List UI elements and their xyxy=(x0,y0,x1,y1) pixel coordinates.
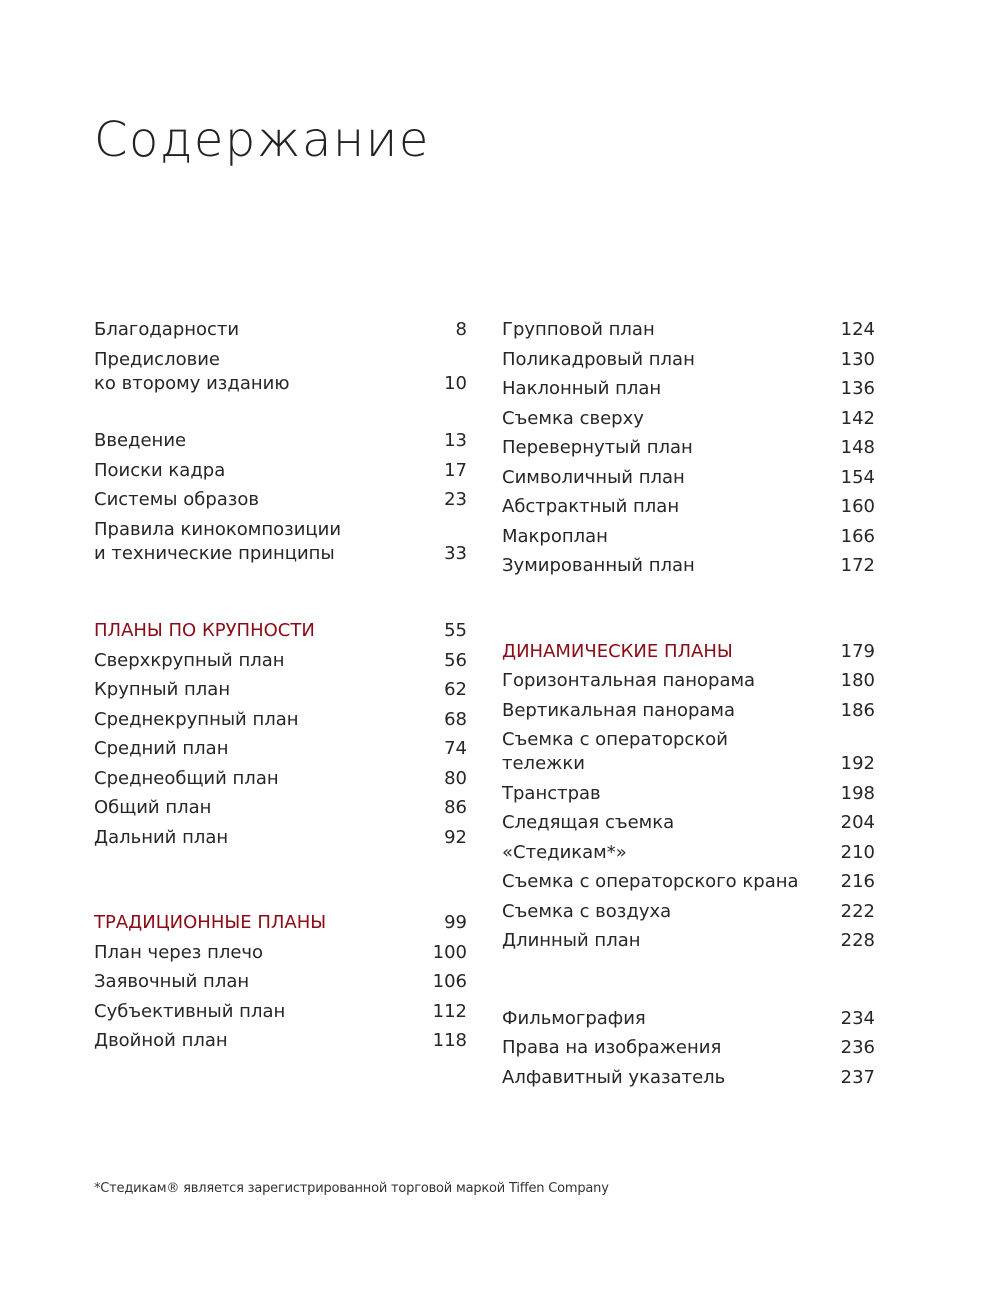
toc-entry-label: Общий план xyxy=(94,797,212,818)
toc-entry[interactable] xyxy=(502,782,875,806)
toc-entry-label: Макроплан xyxy=(502,525,608,547)
toc-entry[interactable] xyxy=(502,525,875,549)
toc-entry[interactable] xyxy=(502,669,875,693)
toc-entry-label: Крупный план xyxy=(94,679,231,700)
toc-entry[interactable] xyxy=(502,495,875,519)
toc-entry[interactable] xyxy=(502,318,875,342)
toc-entry-page: 186 xyxy=(840,699,875,721)
toc-entry-label: Благодарности xyxy=(94,319,240,340)
toc-entry[interactable] xyxy=(502,1007,875,1031)
toc-entry-page: 210 xyxy=(840,841,875,863)
toc-entry-page: 13 xyxy=(444,430,467,451)
toc-entry-label: Съемка с операторского крана xyxy=(502,871,799,892)
toc-entry-page: 124 xyxy=(840,319,875,340)
toc-entry-label: Права на изображения xyxy=(502,1037,722,1058)
toc-entry-label: Двойной план xyxy=(94,1030,228,1051)
toc-entry-label: Сверхкрупный план xyxy=(94,649,285,671)
toc-entry-page: 228 xyxy=(840,930,875,951)
toc-entry-page: 172 xyxy=(840,555,875,576)
toc-entry-label: Групповой план xyxy=(502,319,655,340)
toc-entry[interactable] xyxy=(94,678,467,702)
toc-entry-page: 192 xyxy=(840,753,875,774)
toc-entry[interactable] xyxy=(94,429,467,453)
toc-entry-label: План через плечо xyxy=(94,941,264,963)
toc-entry[interactable] xyxy=(502,699,875,723)
toc-entry-page: 180 xyxy=(840,670,875,691)
toc-entry-page: 100 xyxy=(432,941,467,963)
toc-entry-label: Наклонный план xyxy=(502,378,662,399)
toc-entry[interactable] xyxy=(94,826,467,850)
toc-entry-page: 222 xyxy=(840,900,875,922)
toc-section-heading[interactable] xyxy=(94,911,467,935)
toc-entry[interactable] xyxy=(502,870,875,894)
toc-entry-page: 130 xyxy=(840,348,875,370)
toc-entry-page: 33 xyxy=(444,542,467,564)
toc-entry-label: Транстрав xyxy=(502,782,601,804)
toc-entry-label: Введение xyxy=(94,430,187,451)
toc-section-heading[interactable] xyxy=(94,619,467,643)
toc-entry-page: 80 xyxy=(444,767,467,789)
toc-entry-label: Поликадровый план xyxy=(502,348,695,370)
toc-entry-page: 8 xyxy=(455,319,467,340)
toc-entry-label: Перевернутый план xyxy=(502,437,693,458)
toc-entry-label: Абстрактный план xyxy=(502,496,680,517)
toc-entry-label: Зумированный план xyxy=(502,555,695,576)
toc-entry-label: Алфавитный указатель xyxy=(502,1066,726,1088)
toc-entry-page: 166 xyxy=(840,525,875,547)
toc-entry-label: Средний план xyxy=(94,738,229,759)
toc-entry-label: Следящая съемка xyxy=(502,812,675,833)
toc-entry-page: 204 xyxy=(840,812,875,833)
toc-entry[interactable] xyxy=(94,348,467,396)
toc-section-page: 55 xyxy=(444,620,467,641)
toc-entry[interactable] xyxy=(502,929,875,953)
toc-entry-label: Съемка с воздуха xyxy=(502,900,672,922)
toc-entry-page: 237 xyxy=(840,1066,875,1088)
toc-right-column xyxy=(502,318,875,1095)
toc-entry-page: 118 xyxy=(432,1030,467,1051)
toc-entry-page: 106 xyxy=(432,971,467,992)
toc-entry-label: Длинный план xyxy=(502,930,641,951)
toc-entry-page: 92 xyxy=(444,826,467,848)
toc-entry-label: Предисловие ко второму изданию xyxy=(94,348,290,394)
toc-entry[interactable] xyxy=(502,728,875,776)
toc-entry-label: Съемка с операторской тележки xyxy=(502,729,728,774)
toc-entry[interactable] xyxy=(94,649,467,673)
toc-entry-label: Съемка сверху xyxy=(502,407,644,429)
toc-entry-page: 23 xyxy=(444,489,467,510)
toc-entry-page: 74 xyxy=(444,738,467,759)
toc-entry[interactable] xyxy=(502,1036,875,1060)
page-title: Содержание xyxy=(94,112,430,168)
toc-entry[interactable] xyxy=(502,407,875,431)
toc-left-column xyxy=(94,318,467,1059)
toc-entry-label: Среднеобщий план xyxy=(94,767,279,789)
toc-entry-page: 234 xyxy=(840,1007,875,1029)
toc-entry[interactable] xyxy=(502,900,875,924)
toc-entry-page: 198 xyxy=(840,782,875,804)
toc-section-label: ДИНАМИЧЕСКИЕ ПЛАНЫ xyxy=(502,640,733,662)
toc-entry-label: Вертикальная панорама xyxy=(502,699,736,721)
toc-entry-page: 10 xyxy=(444,372,467,394)
toc-entry[interactable] xyxy=(94,970,467,994)
toc-entry-page: 136 xyxy=(840,378,875,399)
toc-entry[interactable] xyxy=(502,1066,875,1090)
toc-entry[interactable] xyxy=(502,348,875,372)
toc-entry-label: Среднекрупный план xyxy=(94,708,299,730)
toc-entry-label: «Стедикам*» xyxy=(502,841,627,863)
toc-entry-label: Заявочный план xyxy=(94,971,250,992)
toc-entry-page: 17 xyxy=(444,459,467,481)
toc-entry[interactable] xyxy=(94,1029,467,1053)
toc-entry-label: Символичный план xyxy=(502,466,685,488)
toc-entry-page: 160 xyxy=(840,496,875,517)
toc-entry-page: 142 xyxy=(840,407,875,429)
toc-entry[interactable] xyxy=(502,841,875,865)
toc-entry[interactable] xyxy=(94,737,467,761)
toc-entry-page: 148 xyxy=(840,437,875,458)
toc-section-page: 179 xyxy=(840,640,875,662)
toc-entry-label: Субъективный план xyxy=(94,1000,286,1022)
toc-entry-label: Горизонтальная панорама xyxy=(502,670,756,691)
toc-entry-label: Правила кинокомпозиции и технические принципы xyxy=(94,518,342,564)
toc-entry[interactable] xyxy=(502,436,875,460)
toc-entry[interactable] xyxy=(94,318,467,342)
toc-entry[interactable] xyxy=(502,554,875,578)
toc-entry-label: Фильмография xyxy=(502,1007,646,1029)
toc-entry-label: Дальний план xyxy=(94,826,229,848)
toc-entry[interactable] xyxy=(94,488,467,512)
toc-entry-label: Поиски кадра xyxy=(94,459,226,481)
toc-entry-page: 154 xyxy=(840,466,875,488)
toc-entry-page: 62 xyxy=(444,679,467,700)
toc-entry[interactable] xyxy=(94,796,467,820)
toc-entry[interactable] xyxy=(502,466,875,490)
toc-entry[interactable] xyxy=(94,941,467,965)
toc-entry-page: 86 xyxy=(444,797,467,818)
toc-entry[interactable] xyxy=(94,708,467,732)
toc-entry-page: 236 xyxy=(840,1037,875,1058)
toc-entry[interactable] xyxy=(94,1000,467,1024)
toc-entry[interactable] xyxy=(94,767,467,791)
footnote: *Стедикам® является зарегистрированной торговой маркой Tiffen Company xyxy=(94,1181,609,1196)
toc-entry-page: 112 xyxy=(432,1000,467,1022)
toc-entry[interactable] xyxy=(94,459,467,483)
toc-section-page: 99 xyxy=(444,912,467,933)
toc-section-label: ТРАДИЦИОННЫЕ ПЛАНЫ xyxy=(94,912,327,933)
toc-entry-page: 216 xyxy=(840,871,875,892)
toc-entry-label: Системы образов xyxy=(94,489,259,510)
toc-entry-page: 68 xyxy=(444,708,467,730)
toc-entry[interactable] xyxy=(502,377,875,401)
toc-entry-page: 56 xyxy=(444,649,467,671)
toc-entry[interactable] xyxy=(94,518,467,566)
toc-section-heading[interactable] xyxy=(502,640,875,664)
toc-section-label: ПЛАНЫ ПО КРУПНОСТИ xyxy=(94,620,315,641)
toc-entry[interactable] xyxy=(502,811,875,835)
